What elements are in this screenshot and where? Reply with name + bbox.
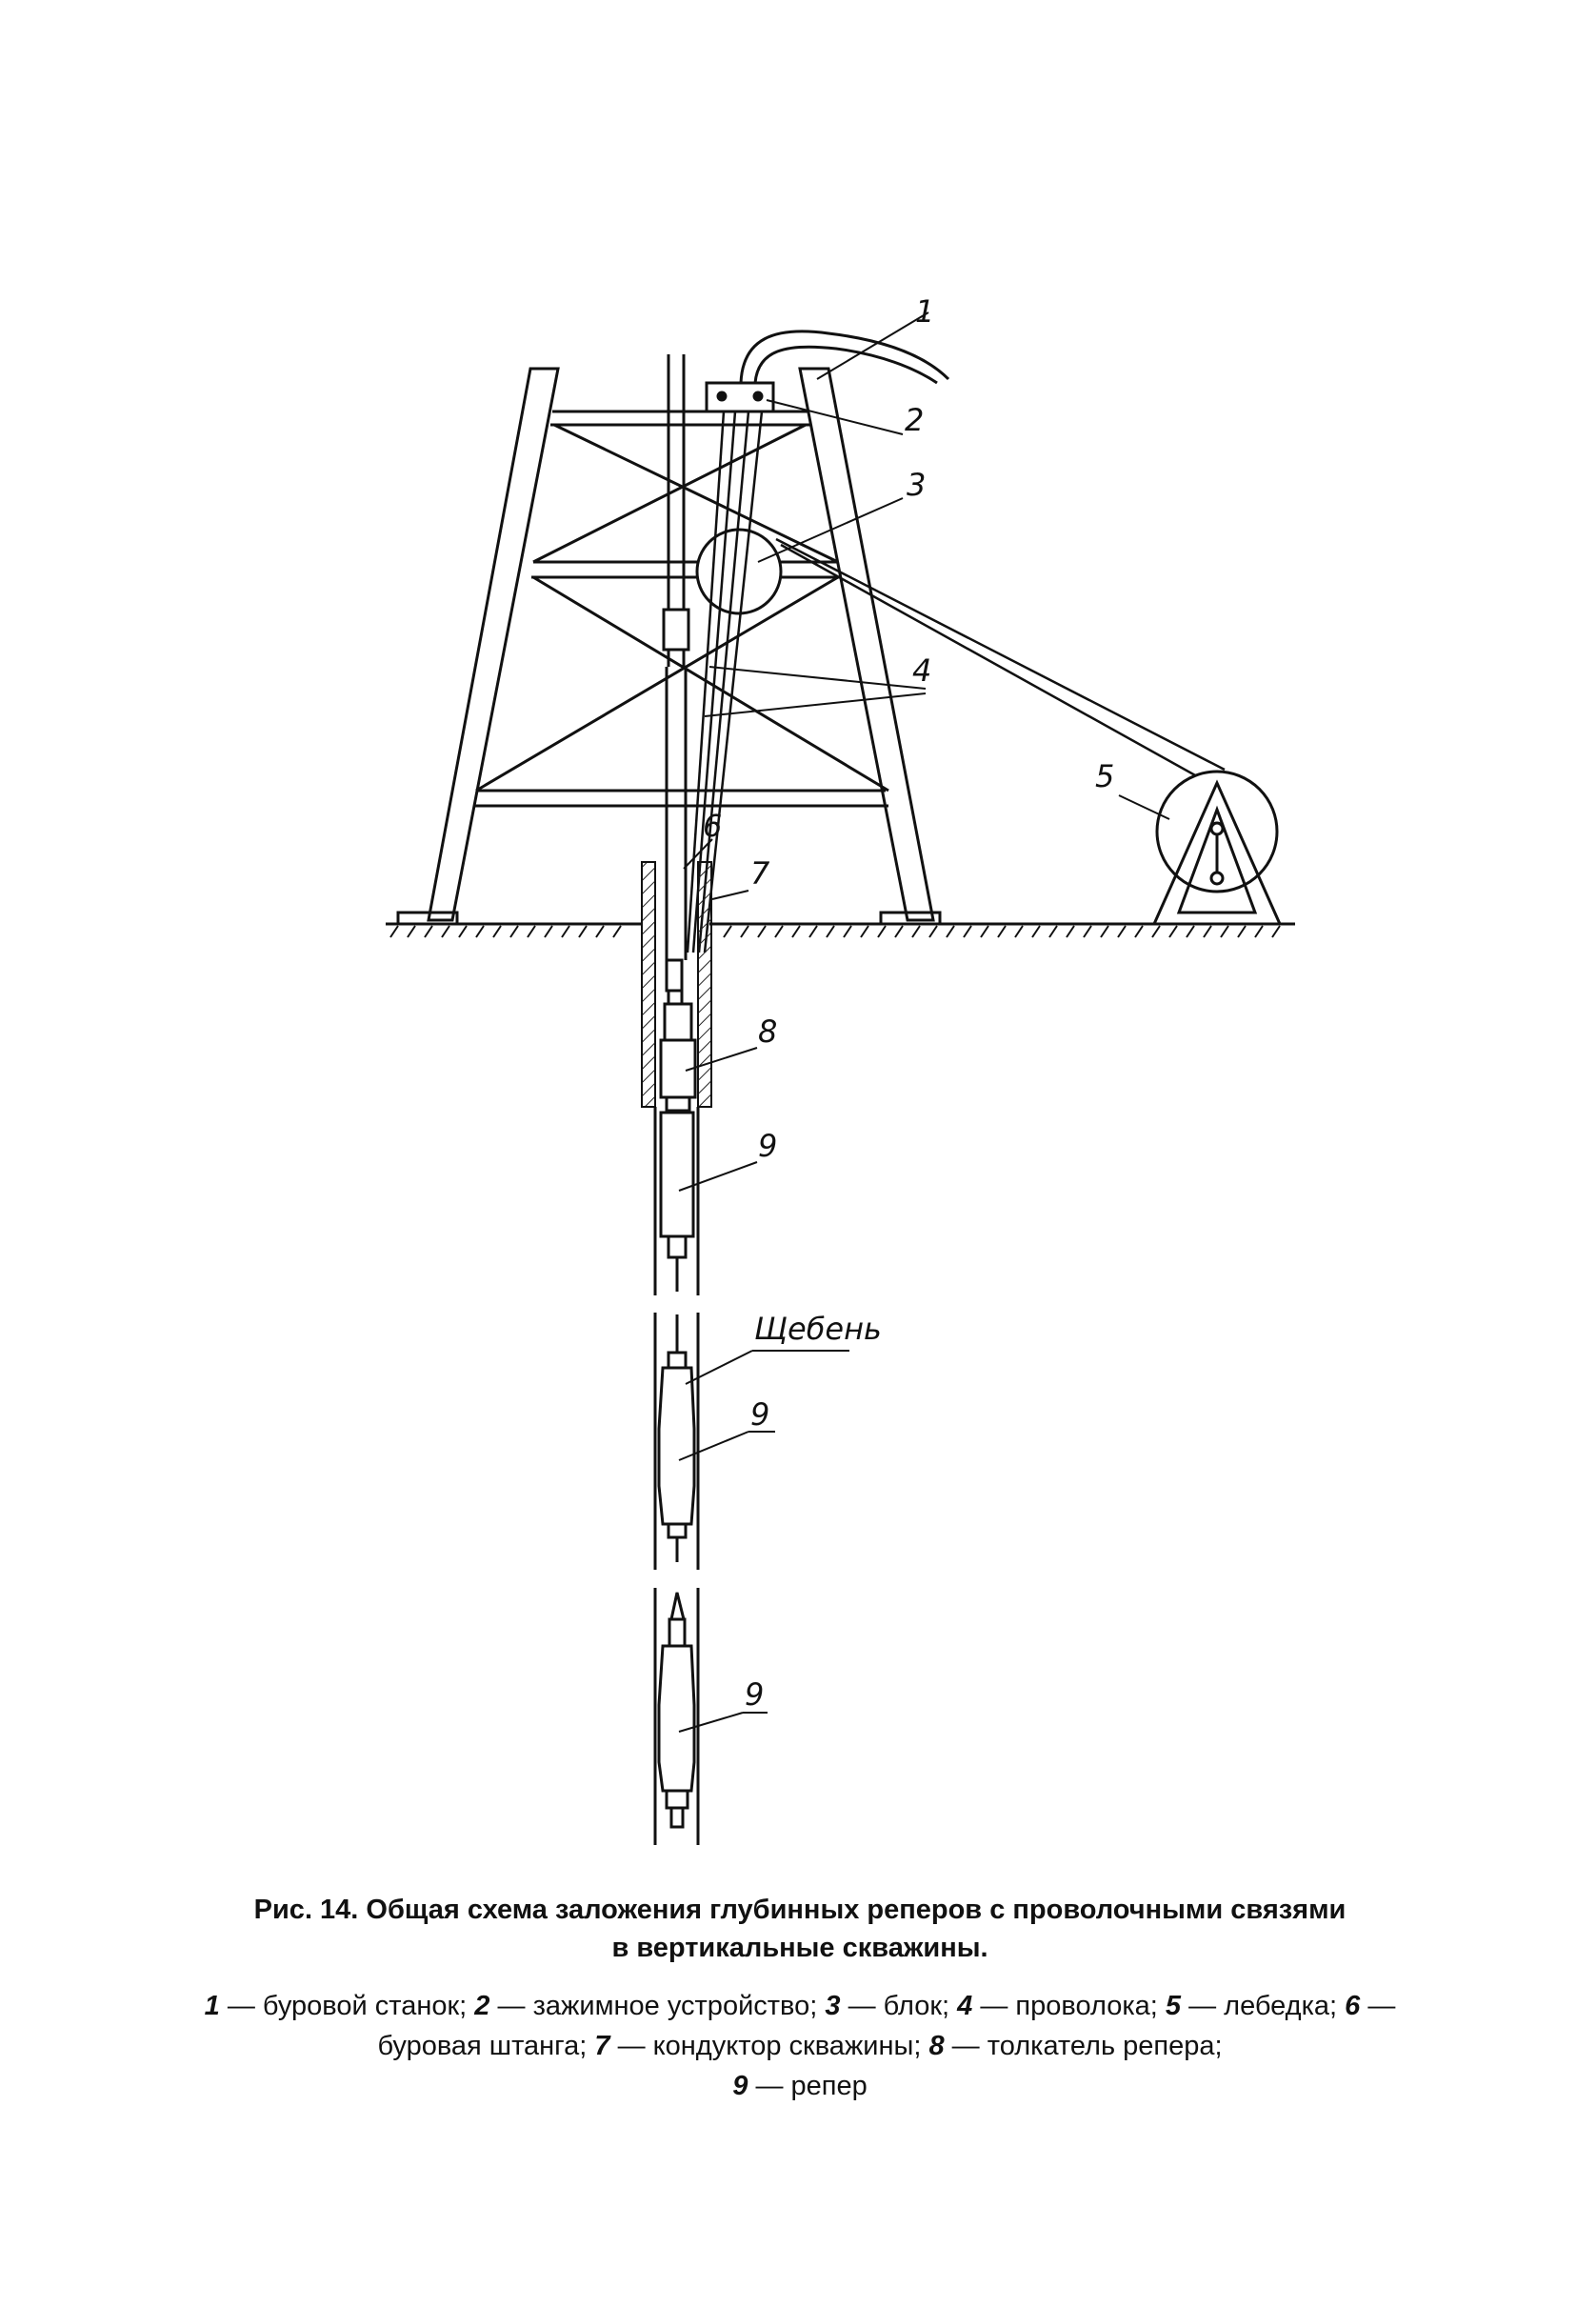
legend-item: 2 — зажимное устройство;: [474, 1991, 818, 2021]
legend-item: 1 — буровой станок;: [204, 1991, 468, 2021]
figure-caption: [162, 1891, 1438, 1967]
winch: [1154, 772, 1280, 924]
clamping-device: [707, 383, 773, 411]
borehole-segment-1: [655, 1107, 698, 1295]
borehole-segment-2: [655, 1313, 698, 1570]
benchmark-pusher: [661, 991, 695, 1111]
sheave-block: [697, 530, 781, 613]
callout-1: 1: [915, 293, 935, 330]
callout-labels: [703, 293, 1114, 1713]
callout-4: 4: [912, 652, 932, 689]
legend-item: 6 — буровая штанга;: [377, 1991, 1396, 2061]
callout-5: 5: [1095, 758, 1115, 794]
callout-9-middle: 9: [750, 1396, 770, 1433]
callout-9-bottom: 9: [745, 1676, 765, 1713]
borehole-segment-3: [655, 1588, 698, 1845]
callout-2: 2: [905, 402, 925, 438]
callout-8: 8: [758, 1013, 778, 1050]
legend-item: 9 — репер: [732, 2071, 868, 2101]
legend-item: 3 — блок;: [825, 1991, 950, 2021]
legend-item: 5 — лебедка;: [1165, 1991, 1338, 2021]
legend-item: 4 — проволока;: [957, 1991, 1158, 2021]
legend-item: 8 — толкатель репера;: [928, 2031, 1223, 2061]
callout-3: 3: [907, 467, 927, 503]
ground-surface: [386, 924, 1295, 937]
leader-lines: [679, 312, 1169, 1732]
figure-legend: [162, 1986, 1438, 2106]
legend-item: 7 — кондуктор скважины;: [594, 2031, 922, 2061]
callout-9-top: 9: [758, 1128, 778, 1164]
caption-line-2: в вертикальные скважины.: [611, 1933, 988, 1963]
caption-line-1: Рис. 14. Общая схема заложения глубинных реперов с проволочными связями: [253, 1895, 1347, 1925]
ballast-label: Щебень: [754, 1311, 882, 1347]
callout-7: 7: [750, 855, 770, 892]
callout-6: 6: [703, 808, 723, 844]
